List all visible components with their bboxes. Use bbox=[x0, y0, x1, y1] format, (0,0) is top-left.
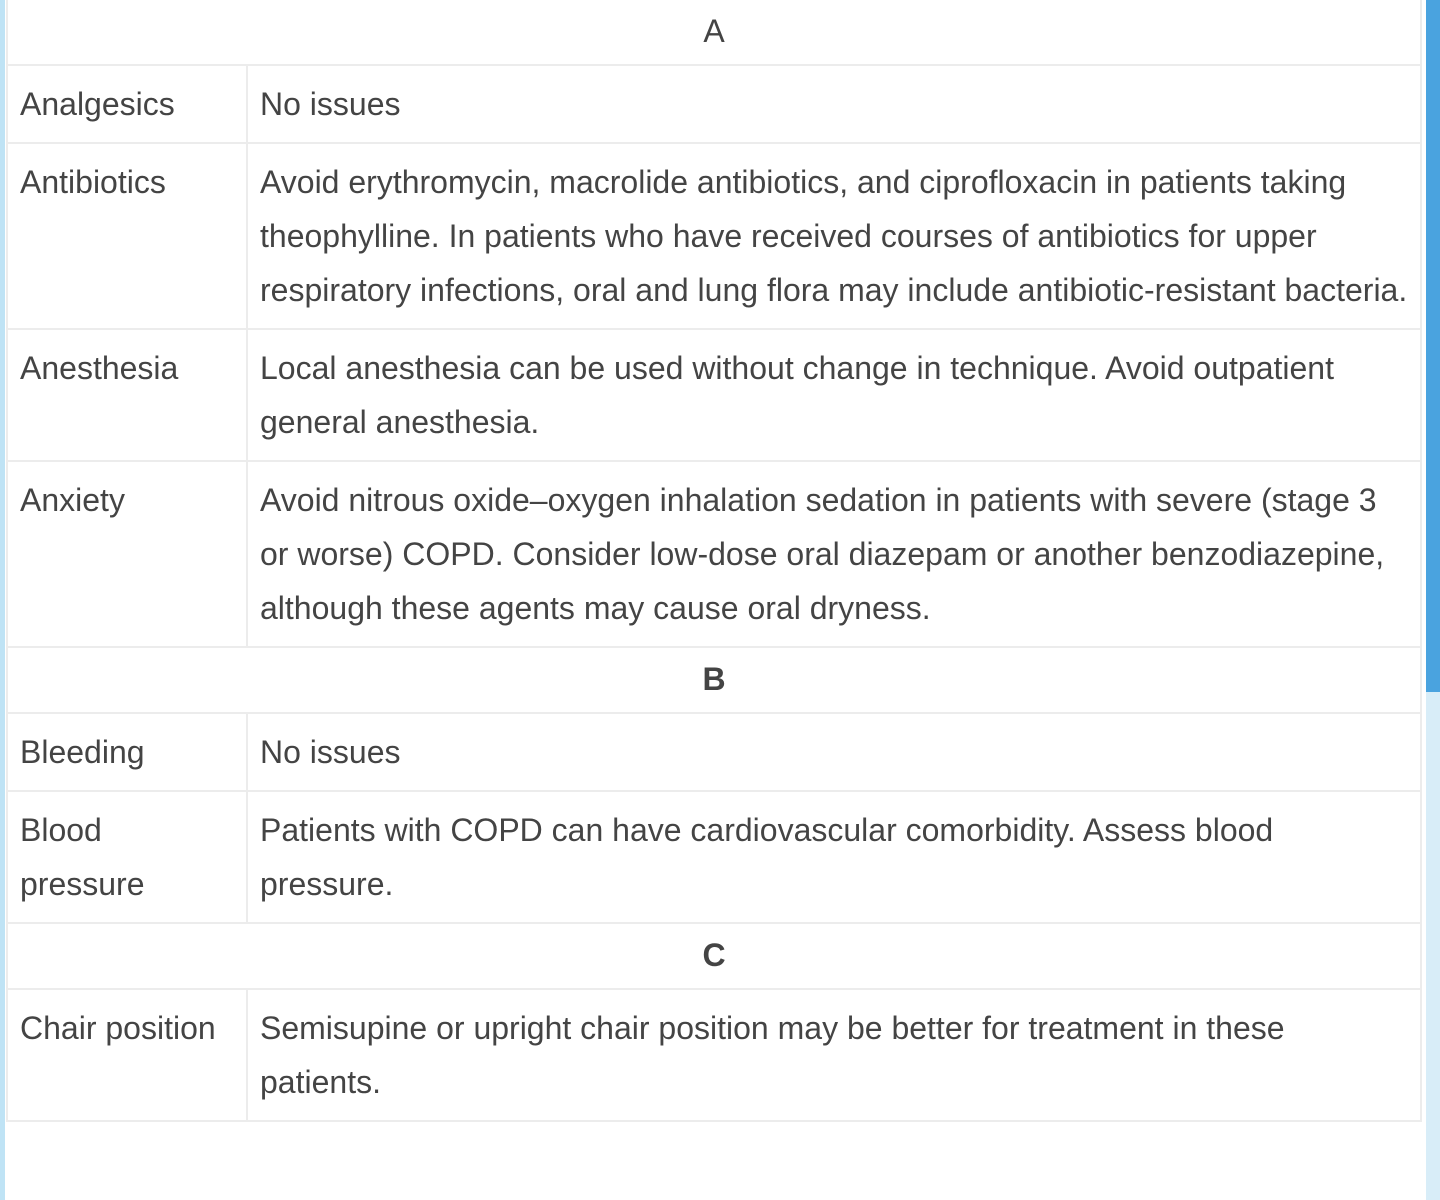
section-header-b bbox=[7, 647, 1421, 713]
row-term: Anesthesia bbox=[7, 329, 247, 461]
row-text: No issues bbox=[247, 65, 1421, 143]
row-term: Bleeding bbox=[7, 713, 247, 791]
table-row bbox=[7, 791, 1421, 923]
row-text: No issues bbox=[247, 713, 1421, 791]
section-letter: C bbox=[7, 923, 1421, 989]
table-row bbox=[7, 329, 1421, 461]
table-row bbox=[7, 461, 1421, 647]
row-text: Semisupine or upright chair position may be better for treatment in these patients. bbox=[247, 989, 1421, 1121]
row-term: Chair position bbox=[7, 989, 247, 1121]
row-text: Local anesthesia can be used without change in technique. Avoid outpatient general anesthesia. bbox=[247, 329, 1421, 461]
row-text: Patients with COPD can have cardiovascular comorbidity. Assess blood pressure. bbox=[247, 791, 1421, 923]
left-edge-bar bbox=[0, 0, 5, 1200]
dental-management-table bbox=[6, 0, 1422, 1122]
table-row bbox=[7, 713, 1421, 791]
section-header-c bbox=[7, 923, 1421, 989]
row-text: Avoid nitrous oxide–oxygen inhalation sedation in patients with severe (stage 3 or worse) COPD. Consider low-dose oral diazepam or another benzodiazepine, although these agents may cause oral dryness. bbox=[247, 461, 1421, 647]
scrollbar-thumb[interactable] bbox=[1426, 0, 1440, 692]
row-text: Avoid erythromycin, macrolide antibiotics, and ciprofloxacin in patients taking theophylline. In patients who have received courses of antibiotics for upper respiratory infections, oral and lung flora may include antibiotic-resistant bacteria. bbox=[247, 143, 1421, 329]
section-header-a bbox=[7, 0, 1421, 65]
table-row bbox=[7, 989, 1421, 1121]
row-term: Blood pressure bbox=[7, 791, 247, 923]
scrollbar-track[interactable] bbox=[1426, 692, 1440, 1200]
table-row bbox=[7, 143, 1421, 329]
row-term: Analgesics bbox=[7, 65, 247, 143]
row-term: Antibiotics bbox=[7, 143, 247, 329]
section-letter: B bbox=[7, 647, 1421, 713]
section-letter: A bbox=[7, 0, 1421, 65]
row-term: Anxiety bbox=[7, 461, 247, 647]
table-row bbox=[7, 65, 1421, 143]
